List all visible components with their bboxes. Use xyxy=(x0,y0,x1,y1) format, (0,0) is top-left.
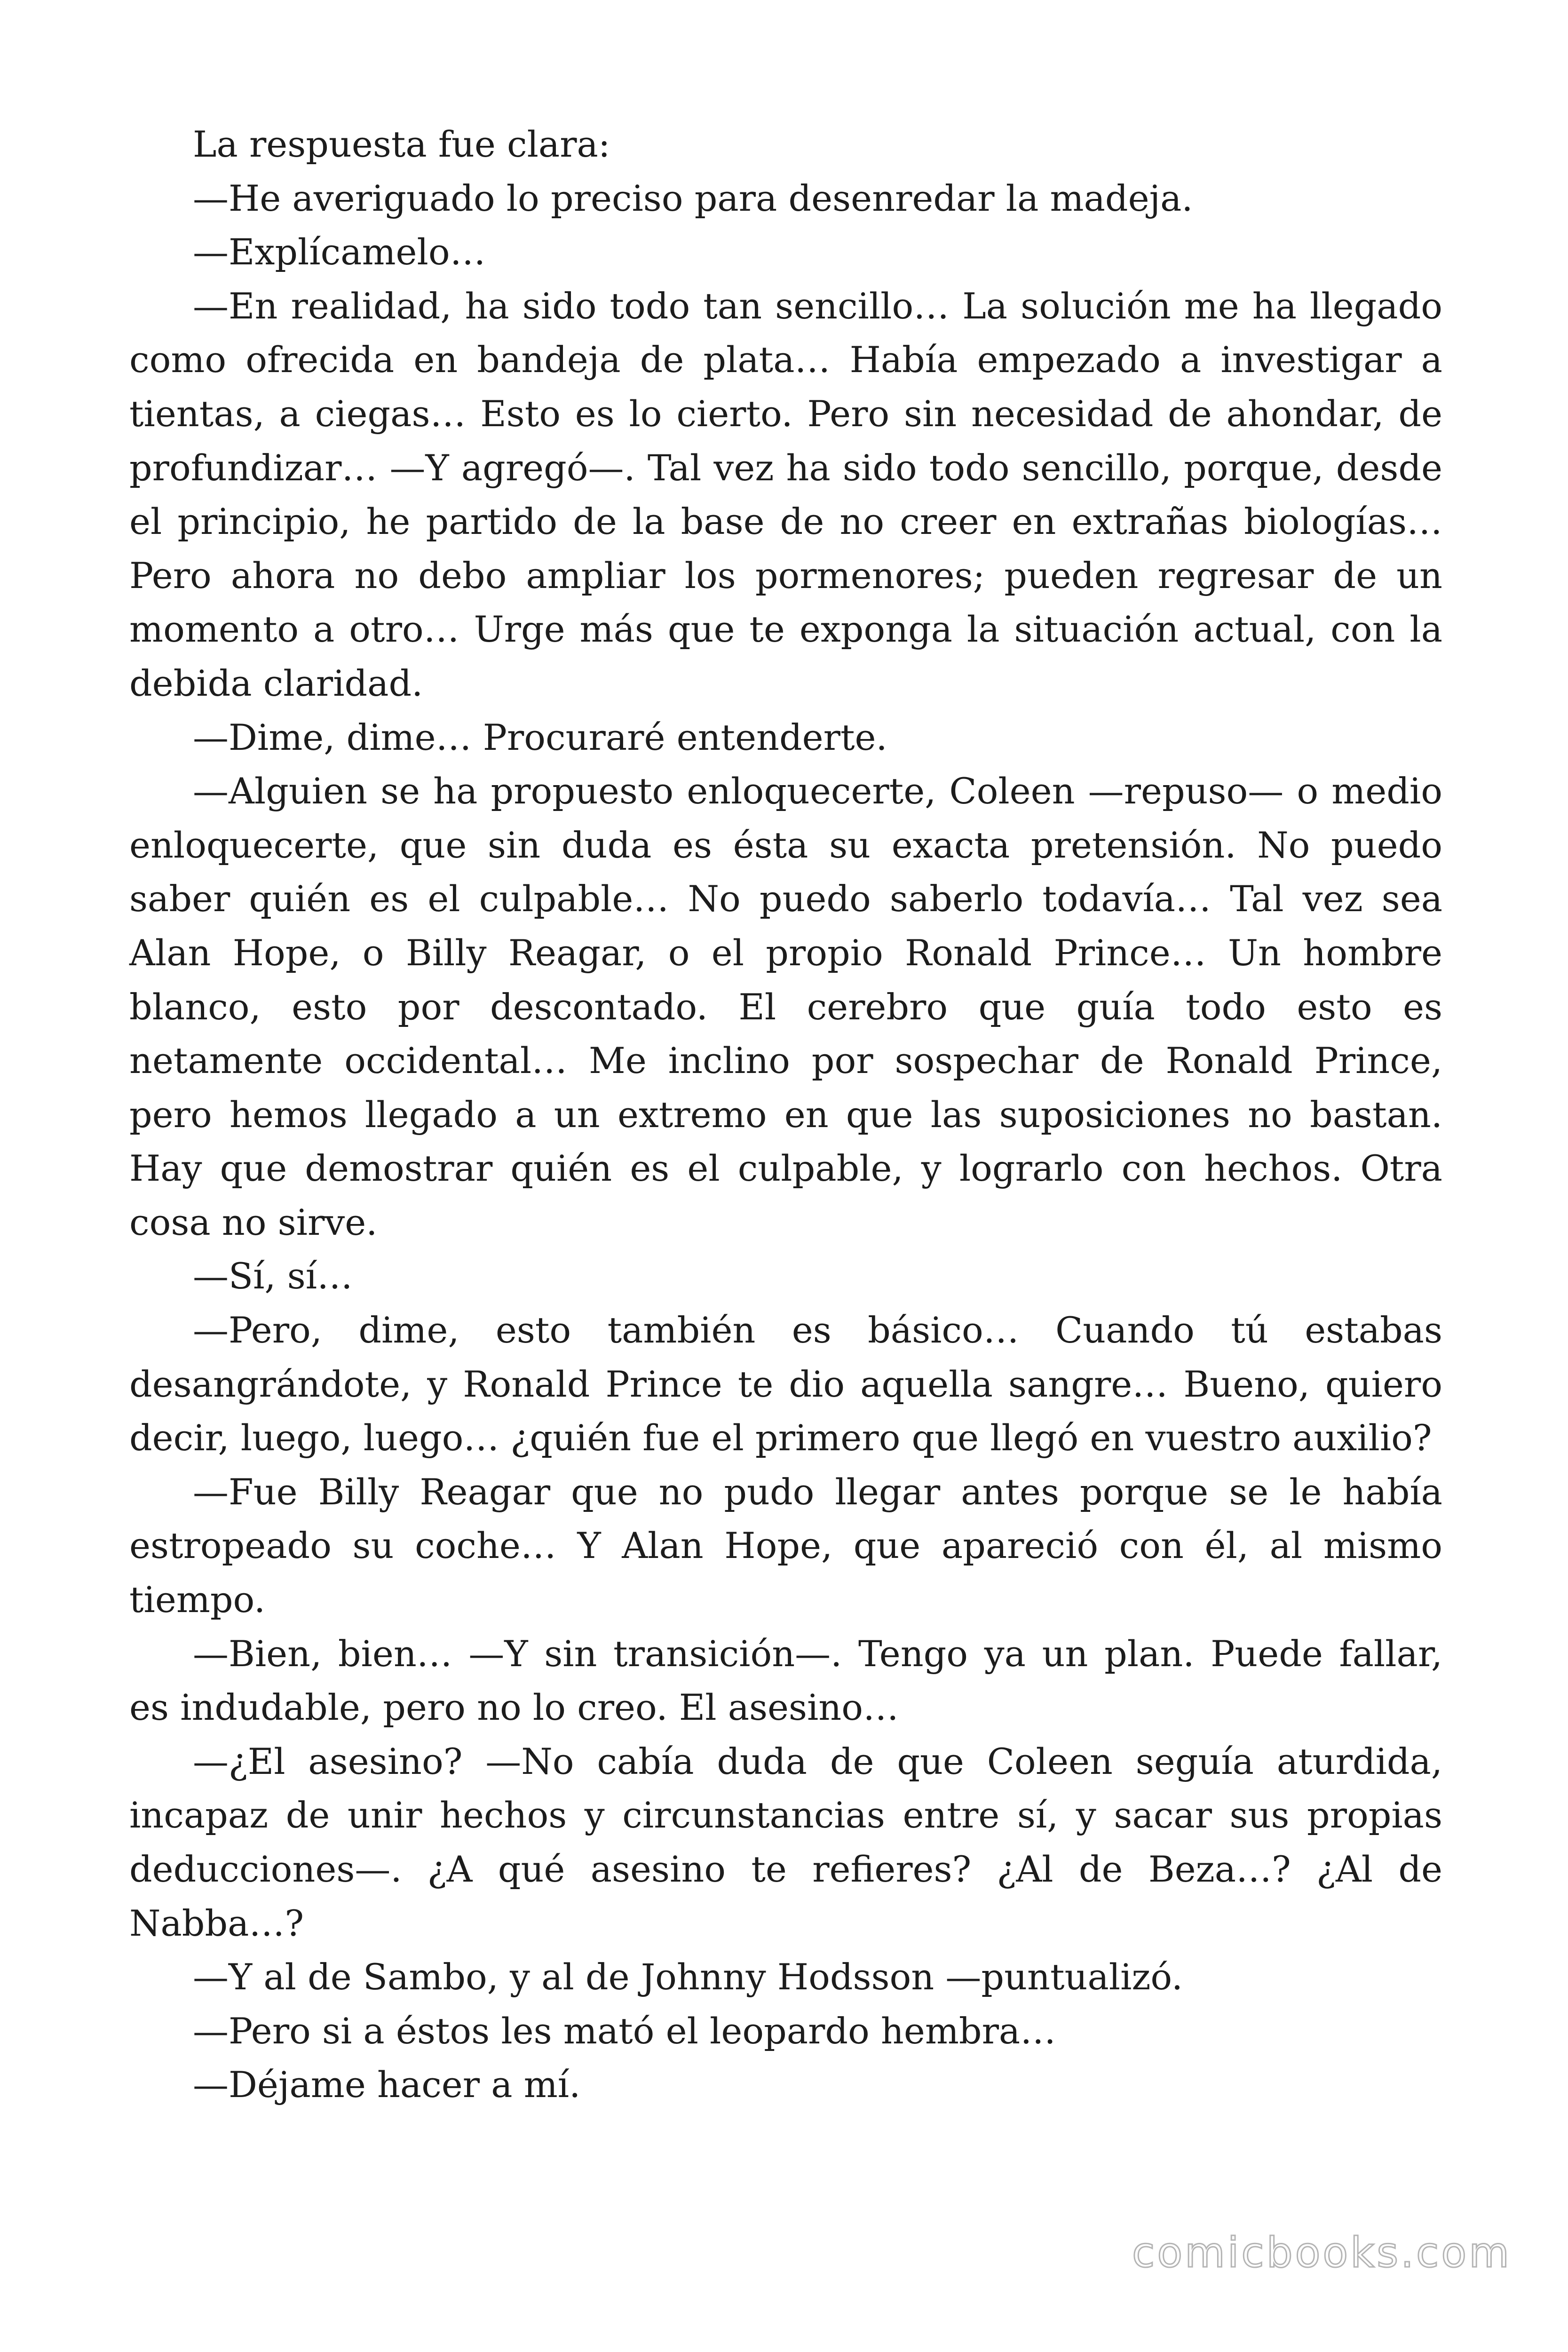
paragraph: —Pero, dime, esto también es básico… Cuando tú estabas desangrándote, y Ronald Prince te dio aquella sangre… Bueno, quiero decir, luego, luego… ¿quién fue el primero que llegó en vuestro auxilio? xyxy=(129,1309,1442,1459)
paragraph: —Y al de Sambo, y al de Johnny Hodsson —puntualizó. xyxy=(193,1956,1183,1998)
paragraph: —Sí, sí… xyxy=(193,1255,353,1297)
watermark: comicbooks.com xyxy=(1132,2228,1512,2277)
paragraph: —Déjame hacer a mí. xyxy=(193,2064,581,2106)
paragraph: —Fue Billy Reagar que no pudo llegar antes porque se le había estropeado su coche… Y Alan Hope, que apareció con él, al mismo tiempo. xyxy=(129,1470,1442,1621)
paragraph: —He averiguado lo preciso para desenredar la madeja. xyxy=(193,177,1193,219)
book-page-text xyxy=(129,118,1442,2211)
paragraph: —Alguien se ha propuesto enloquecerte, Coleen —repuso— o medio enloquecerte, que sin duda es ésta su exacta pretensión. No puedo saber quién es el culpable… No puedo saberlo todavía… Tal vez sea Alan Hope, o Billy Reagar, o el propio Ronald Prince… Un hombre blanco, esto por descontado. El cerebro que guía todo esto es netamente occidental… Me inclino por sospechar de Ronald Prince, pero hemos llegado a un extremo en que las suposiciones no bastan. Hay que demostrar quién es el culpable, y lograrlo con hechos. Otra cosa no sirve. xyxy=(129,770,1442,1243)
paragraph: —Pero si a éstos les mató el leopardo hembra… xyxy=(193,2010,1056,2052)
paragraph: La respuesta fue clara: xyxy=(193,123,610,165)
paragraph: —¿El asesino? —No cabía duda de que Coleen seguía aturdida, incapaz de unir hechos y circunstancias entre sí, y sacar sus propias deducciones—. ¿A qué asesino te refieres? ¿Al de Beza…? ¿Al de Nabba…? xyxy=(129,1740,1442,1944)
paragraph: —Dime, dime… Procuraré entenderte. xyxy=(193,716,887,758)
paragraph: —Bien, bien… —Y sin transición—. Tengo ya un plan. Puede fallar, es indudable, pero no lo creo. El asesino… xyxy=(129,1632,1442,1729)
paragraph: —En realidad, ha sido todo tan sencillo… La solución me ha llegado como ofrecida en bandeja de plata… Había empezado a investigar a tientas, a ciegas… Esto es lo cierto. Pero sin necesidad de ahondar, de profundizar… —Y agregó—. Tal vez ha sido todo sencillo, porque, desde el principio, he partido de la base de no creer en extrañas biologías… Pero ahora no debo ampliar los pormenores; pueden regresar de un momento a otro… Urge más que te exponga la situación actual, con la debida claridad. xyxy=(129,285,1442,704)
paragraph: —Explícamelo… xyxy=(193,231,486,273)
